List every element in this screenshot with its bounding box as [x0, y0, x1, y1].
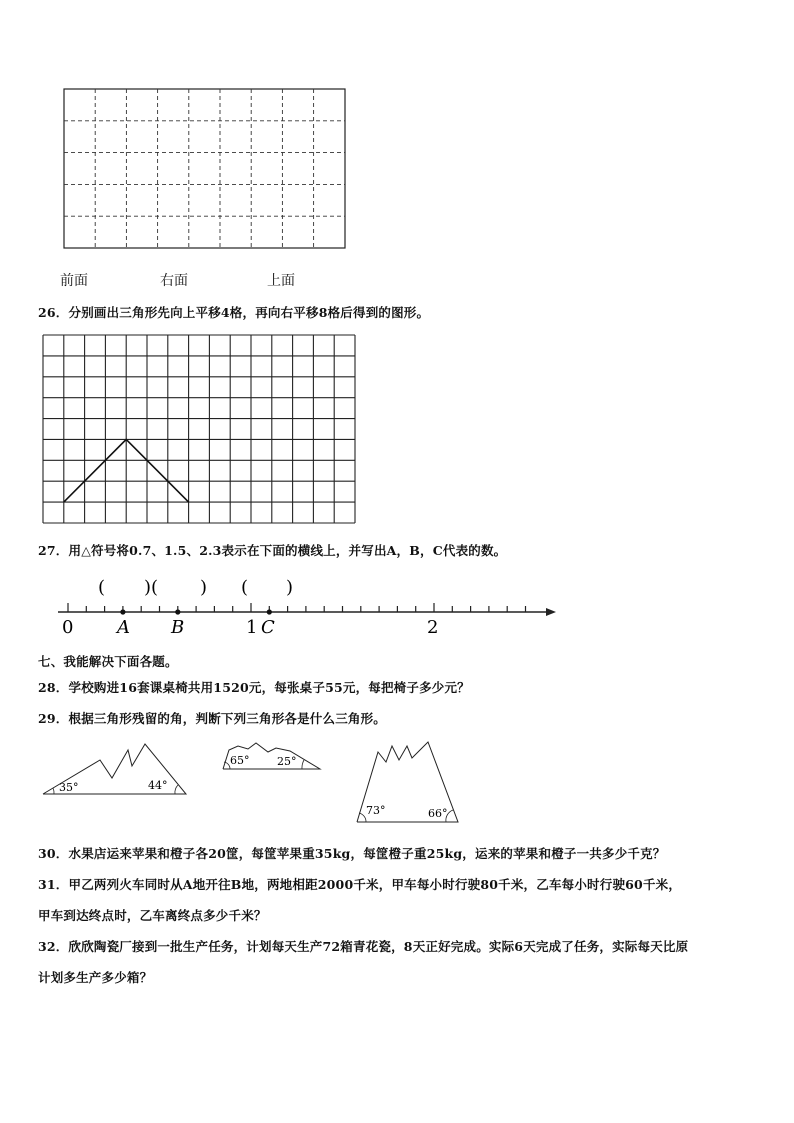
question-30	[38, 844, 666, 862]
question-number: 32．	[38, 939, 69, 954]
question-text: 学校购进16套课桌椅共用1520元，每张桌子55元，每把椅子多少元？	[68, 680, 470, 695]
tick-label: 2	[427, 617, 439, 638]
question-text: 水果店运来苹果和橙子各20筐，每筐苹果重35kg，每筐橙子重25kg，运来的苹果和橙子一共多少千克？	[68, 846, 666, 861]
bracket: (	[241, 577, 249, 598]
tick-label: 1	[246, 617, 258, 638]
question-number: 28．	[38, 680, 69, 695]
broken-triangle-3	[352, 740, 464, 826]
angle-label: 65°	[230, 754, 250, 767]
point-label-c: C	[261, 617, 275, 638]
bracket: )	[200, 577, 208, 598]
point-label-b: B	[171, 617, 185, 638]
angle-label: 35°	[59, 781, 79, 794]
point-label-a: A	[117, 617, 130, 638]
broken-triangle-2	[220, 740, 324, 774]
question-number: 27．	[38, 543, 69, 558]
question-27	[38, 541, 506, 559]
question-31-continued: 甲车到达终点时，乙车离终点多少千米？	[38, 908, 267, 923]
view-drawing-grid	[60, 86, 350, 252]
bracket: )	[286, 577, 294, 598]
point-c-dot	[267, 609, 272, 614]
question-26	[38, 303, 429, 321]
tick-label: 0	[62, 617, 74, 638]
right-view-label: 右面	[160, 273, 188, 289]
question-text: 用△符号将0.7、1.5、2.3表示在下面的横线上，并写出A，B，C代表的数。	[68, 543, 507, 558]
angle-label: 73°	[366, 804, 386, 817]
question-text: 根据三角形残留的角，判断下列三角形各是什么三角形。	[68, 711, 387, 726]
question-32-continued: 计划多生产多少箱？	[38, 970, 153, 985]
bracket: )(	[144, 577, 159, 598]
section-heading: 七、我能解决下面各题。	[38, 654, 178, 669]
question-31	[38, 875, 681, 893]
question-28	[38, 678, 470, 696]
number-line	[50, 570, 565, 640]
question-number: 26．	[38, 305, 69, 320]
question-number: 31．	[38, 877, 69, 892]
translation-grid	[42, 334, 358, 526]
angle-label: 25°	[277, 755, 297, 768]
bracket: (	[98, 577, 106, 598]
question-text-line-1: 欣欣陶瓷厂接到一批生产任务，计划每天生产72箱青花瓷，8天正好完成。实际6天完成了任务，实际每天比原	[68, 939, 689, 954]
front-view-label: 前面	[60, 273, 88, 289]
top-view-label: 上面	[267, 273, 295, 289]
point-a-dot	[120, 609, 125, 614]
question-32	[38, 937, 688, 955]
question-text: 分别画出三角形先向上平移4格，再向右平移8格后得到的图形。	[68, 305, 430, 320]
question-number: 29．	[38, 711, 69, 726]
question-29	[38, 709, 386, 727]
arrow-head-icon	[546, 608, 556, 616]
angle-label: 66°	[428, 807, 448, 820]
question-number: 30．	[38, 846, 69, 861]
angle-label: 44°	[148, 779, 168, 792]
broken-triangle-1	[40, 738, 190, 798]
point-b-dot	[175, 609, 180, 614]
question-text-line-1: 甲乙两列火车同时从A地开往B地，两地相距2000千米，甲车每小时行驶80千米，乙车每小时行驶60千米，	[68, 877, 682, 892]
